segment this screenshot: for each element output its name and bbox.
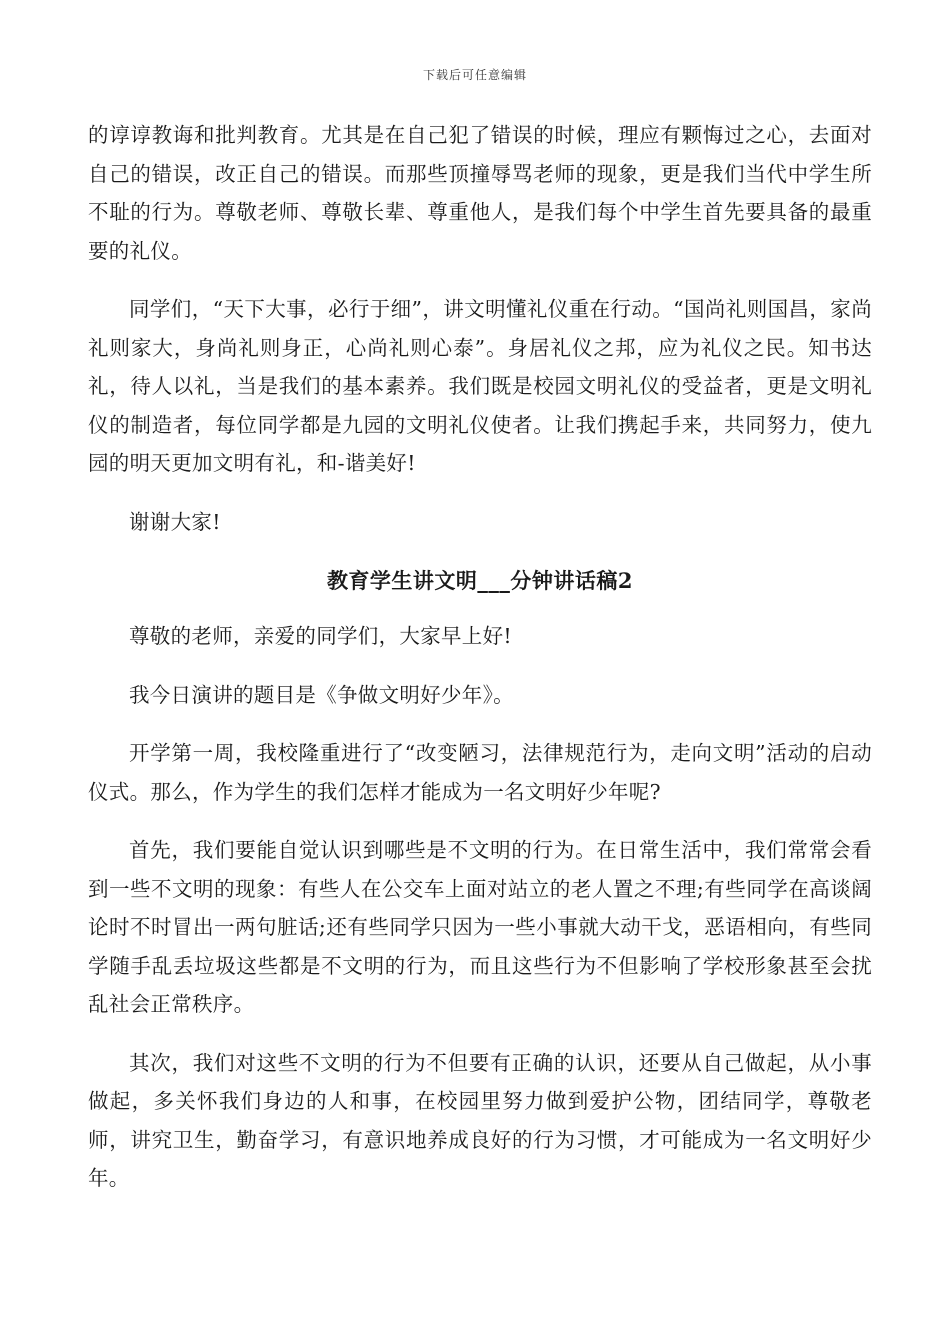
paragraph-first-point: 首先，我们要能自觉认识到哪些是不文明的行为。在日常生活中，我们常常会看到一些不文明的现象：有些人在公交车上面对站立的老人置之不理;有些同学在高谈阔论时不时冒出一两句脏话;还有些同学只因为一些小事就大动干戈，恶语相向，有些同学随手乱丢垃圾这些都是不文明的行为，而且这些行为不但影响了学校形象甚至会扰乱社会正常秩序。 <box>88 838 872 1016</box>
paragraph-call-to-action: 同学们，“天下大事，必行于细”，讲文明懂礼仪重在行动。“国尚礼则国昌，家尚礼则家大，身尚礼则身正，心尚礼则心泰”。身居礼仪之邦，应为礼仪之民。知书达礼，待人以礼，当是我们的基本素养。我们既是校园文明礼仪的受益者，更是文明礼仪的制造者，每位同学都是九园的文明礼仪使者。让我们携起手来，共同努力，使九园的明天更加文明有礼，和-谐美好! <box>88 297 872 475</box>
speech-title: 教育学生讲文明___分钟讲话稿2 <box>326 568 634 593</box>
page-header-note: 下载后可任意编辑 <box>422 68 527 82</box>
paragraph-greeting: 尊敬的老师，亲爱的同学们，大家早上好! <box>129 624 512 648</box>
paragraph-second-point: 其次，我们对这些不文明的行为不但要有正确的认识，还要从自己做起，从小事做起，多关怀我们身边的人和事，在校园里努力做到爱护公物，团结同学，尊敬老师，讲究卫生，勤奋学习，有意识地养成良好的行为习惯，才可能成为一名文明好少年。 <box>88 1050 872 1190</box>
paragraph-continuation: 的谆谆教诲和批判教育。尤其是在自己犯了错误的时候，理应有颗悔过之心，去面对自己的错误，改正自己的错误。而那些顶撞辱骂老师的现象，更是我们当代中学生所不耻的行为。尊敬老师、尊敬长辈、尊重他人，是我们每个中学生首先要具备的最重要的礼仪。 <box>88 123 872 263</box>
paragraph-thanks: 谢谢大家! <box>129 509 221 534</box>
paragraph-topic: 我今日演讲的题目是《争做文明好少年》。 <box>129 682 514 707</box>
document-body <box>88 116 872 1218</box>
paragraph-opening: 开学第一周，我校隆重进行了“改变陋习，法律规范行为，走向文明”活动的启动仪式。那么，作为学生的我们怎样才能成为一名文明好少年呢? <box>88 741 872 804</box>
